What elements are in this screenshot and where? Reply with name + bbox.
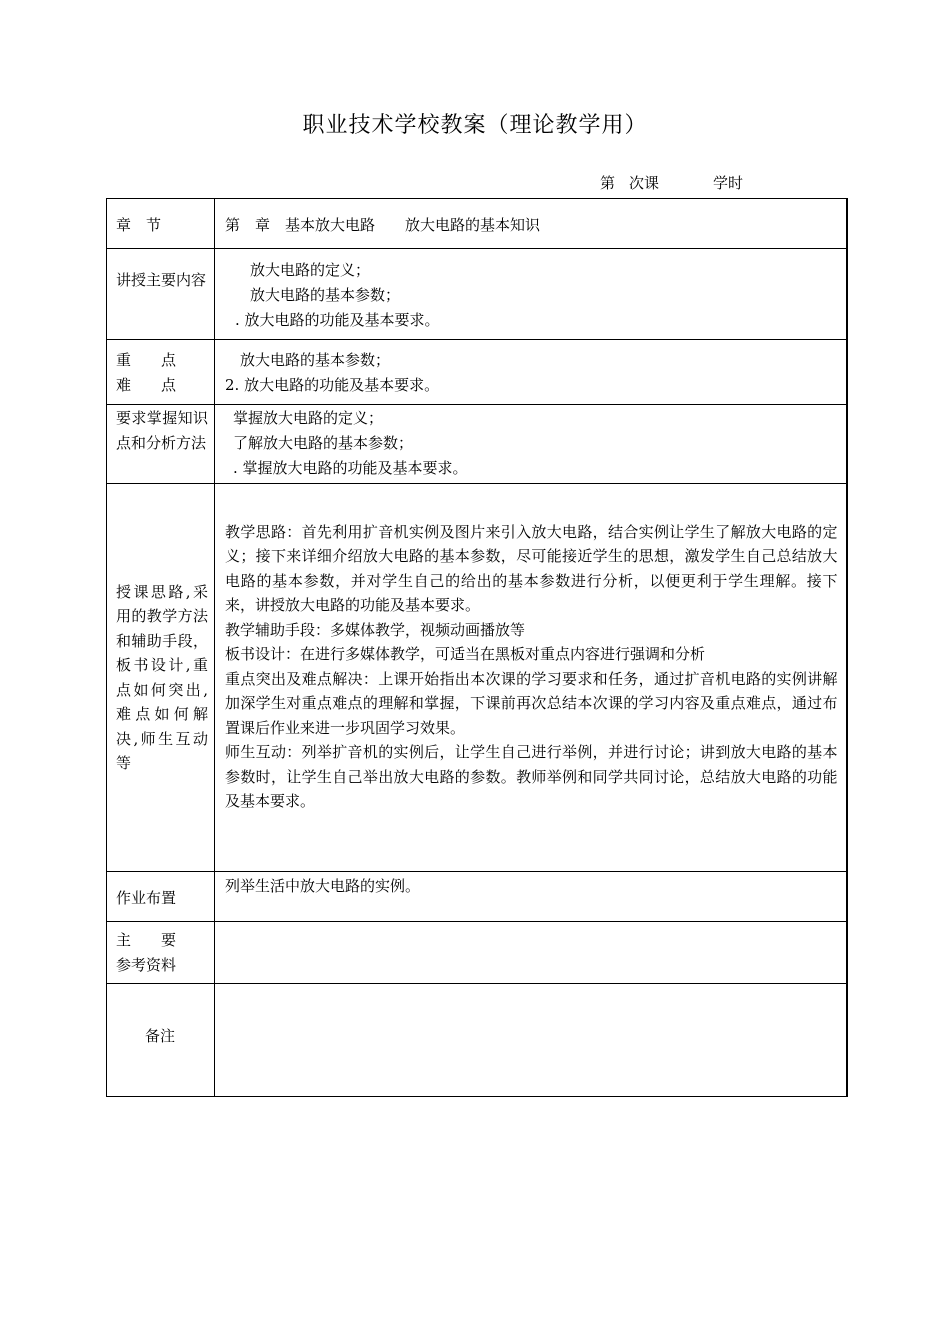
references-label bbox=[107, 922, 215, 984]
remarks-label: 备注 bbox=[107, 984, 215, 1097]
lesson-hours-label: 学时 bbox=[713, 174, 744, 192]
main-content-label: 讲授主要内容 bbox=[107, 249, 215, 340]
chapter-row bbox=[107, 199, 847, 249]
references-label-line1: 主 要 bbox=[116, 930, 177, 949]
page-title: 职业技术学校教案（理论教学用） bbox=[302, 113, 648, 138]
lesson-count-label: 次课 bbox=[629, 174, 660, 192]
teaching-design-row bbox=[107, 484, 847, 872]
references-value bbox=[215, 922, 847, 984]
main-content-row bbox=[107, 249, 847, 340]
remarks-row bbox=[107, 984, 847, 1097]
teaching-idea-paragraph: 教学思路：首先利用扩音机实例及图片来引入放大电路，结合实例让学生了解放大电路的定义；接下来详细介绍放大电路的基本参数，尽可能接近学生的思想，激发学生自己总结放大电路的基本参数，并对学生自己的给出的基本参数进行分析，以便更利于学生理解。接下来，讲授放大电路的功能及基本要求。 bbox=[225, 522, 838, 614]
lesson-ordinal-label: 第 bbox=[600, 174, 616, 192]
list-item: . 放大电路的功能及基本要求。 bbox=[235, 311, 440, 329]
difficulty-label: 难 点 bbox=[116, 376, 177, 394]
homework-label: 作业布置 bbox=[107, 872, 215, 922]
teaching-aids-paragraph: 教学辅助手段：多媒体教学，视频动画播放等 bbox=[225, 620, 526, 639]
interaction-paragraph: 师生互动：列举扩音机的实例后，让学生自己进行举例，并进行讨论；讲到放大电路的基本参数时，让学生自己举出放大电路的参数。教师举例和同学共同讨论，总结放大电路的功能及基本要求。 bbox=[225, 743, 838, 810]
list-item: 了解放大电路的基本参数； bbox=[233, 434, 414, 452]
key-difficulty-paragraph: 重点突出及难点解决：上课开始指出本次课的学习要求和任务，通过扩音机电路的实例讲解加深学生对重点难点的理解和掌握，下课前再次总结本次课的学习内容及重点难点，通过布置课后作业来进一步巩固学习效果。 bbox=[225, 669, 838, 737]
list-item: 放大电路的定义； bbox=[235, 261, 371, 279]
lesson-plan-table bbox=[106, 198, 848, 1097]
chapter-label: 章 节 bbox=[107, 199, 215, 249]
key-points-label bbox=[107, 340, 215, 405]
teaching-design-label: 授课思路,采用的教学方法和辅助手段，板书设计,重点如何突出,难点如何解决,师生互动等 bbox=[107, 484, 215, 872]
requirements-row bbox=[107, 405, 847, 484]
key-points-row bbox=[107, 340, 847, 405]
references-row bbox=[107, 922, 847, 984]
list-item: 掌握放大电路的定义； bbox=[233, 409, 384, 427]
requirements-list bbox=[215, 405, 847, 484]
homework-value: 列举生活中放大电路的实例。 bbox=[215, 872, 847, 922]
requirements-label: 要求掌握知识点和分析方法 bbox=[107, 405, 215, 484]
homework-row bbox=[107, 872, 847, 922]
key-points-list bbox=[215, 340, 847, 405]
chapter-value: 第 章 基本放大电路 放大电路的基本知识 bbox=[215, 199, 847, 249]
board-design-paragraph: 板书设计：在进行多媒体教学，可适当在黑板对重点内容进行强调和分析 bbox=[225, 645, 706, 663]
list-item: 2. 放大电路的功能及基本要求。 bbox=[225, 376, 440, 394]
lesson-info bbox=[600, 172, 743, 193]
list-item: . 掌握放大电路的功能及基本要求。 bbox=[233, 459, 468, 477]
remarks-value bbox=[215, 984, 847, 1097]
list-item: 放大电路的基本参数； bbox=[235, 286, 401, 304]
key-point-label: 重 点 bbox=[116, 351, 177, 369]
teaching-design-content bbox=[215, 484, 847, 872]
references-label-line2: 参考资料 bbox=[116, 955, 177, 974]
list-item: 放大电路的基本参数； bbox=[225, 351, 391, 369]
main-content-list bbox=[215, 249, 847, 340]
